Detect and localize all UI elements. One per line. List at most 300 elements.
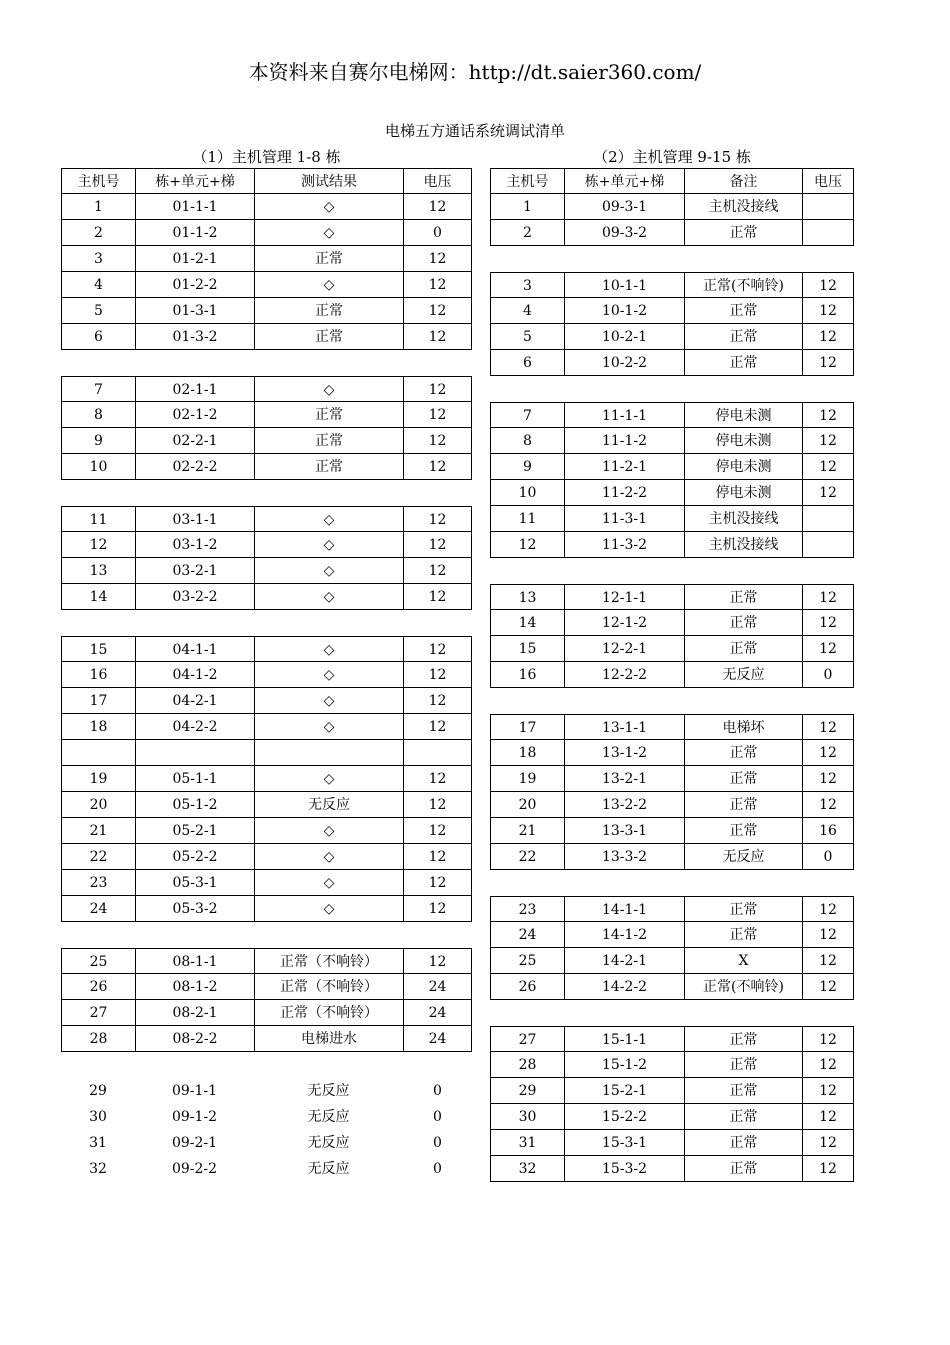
voltage-cell: 12 <box>403 402 472 428</box>
column-header: 主机号 <box>61 168 135 194</box>
host-number-cell: 6 <box>490 350 564 376</box>
result-cell: 无反应 <box>684 844 802 870</box>
result-cell: ◇ <box>254 194 403 220</box>
voltage-cell: 12 <box>802 636 854 662</box>
result-cell: 正常 <box>684 740 802 766</box>
voltage-cell: 12 <box>802 1156 854 1182</box>
building-unit-elevator-cell: 15-3-2 <box>564 1156 684 1182</box>
host-number-cell: 9 <box>490 454 564 480</box>
building-unit-elevator-cell: 09-3-1 <box>564 194 684 220</box>
voltage-cell: 12 <box>403 896 472 922</box>
building-unit-elevator-cell: 15-1-2 <box>564 1052 684 1078</box>
building-unit-elevator-cell: 05-2-2 <box>135 844 254 870</box>
host-number-cell: 30 <box>490 1104 564 1130</box>
table-row <box>490 610 854 636</box>
voltage-cell: 0 <box>433 1109 442 1125</box>
host-number-cell: 18 <box>61 714 135 740</box>
building-unit-elevator-cell: 01-3-1 <box>135 298 254 324</box>
host-number-cell: 26 <box>490 974 564 1000</box>
host-number-cell: 28 <box>61 1026 135 1052</box>
result-cell: ◇ <box>254 584 403 610</box>
table-row <box>61 844 472 870</box>
voltage-cell: 12 <box>403 818 472 844</box>
voltage-cell: 0 <box>403 220 472 246</box>
table-row <box>61 1000 472 1026</box>
voltage-cell: 12 <box>403 948 472 974</box>
building-unit-elevator-cell: 04-1-1 <box>135 636 254 662</box>
table-row <box>61 636 472 662</box>
voltage-cell: 12 <box>802 740 854 766</box>
building-unit-elevator-cell: 12-2-2 <box>564 662 684 688</box>
result-cell: 无反应 <box>307 1083 350 1099</box>
voltage-cell: 0 <box>802 844 854 870</box>
result-cell: 正常 <box>684 1078 802 1104</box>
building-unit-elevator-cell: 11-3-2 <box>564 532 684 558</box>
host-number-cell: 30 <box>89 1109 107 1125</box>
building-unit-elevator-cell: 09-3-2 <box>564 220 684 246</box>
host-number-cell: 29 <box>490 1078 564 1104</box>
host-number-cell: 4 <box>490 298 564 324</box>
host-number-cell: 10 <box>61 454 135 480</box>
table-row <box>490 1078 854 1104</box>
voltage-cell: 12 <box>802 584 854 610</box>
table-row <box>490 324 854 350</box>
result-cell: 主机没接线 <box>684 506 802 532</box>
result-cell: 正常 <box>684 610 802 636</box>
building-unit-elevator-cell: 12-2-1 <box>564 636 684 662</box>
building-unit-elevator-cell: 09-2-1 <box>171 1135 218 1151</box>
table-row <box>61 584 472 610</box>
result-cell: 正常 <box>254 428 403 454</box>
voltage-cell: 12 <box>802 272 854 298</box>
table-row <box>490 584 854 610</box>
host-number-cell: 4 <box>61 272 135 298</box>
result-cell: 正常 <box>254 454 403 480</box>
voltage-cell: 12 <box>403 636 472 662</box>
table-row <box>61 532 472 558</box>
building-unit-elevator-cell: 08-1-1 <box>135 948 254 974</box>
building-unit-elevator-cell: 12-1-2 <box>564 610 684 636</box>
building-unit-elevator-cell: 14-2-2 <box>564 974 684 1000</box>
table-row <box>61 714 472 740</box>
result-cell: 主机没接线 <box>684 194 802 220</box>
host-number-cell: 32 <box>89 1161 107 1177</box>
building-unit-elevator-cell: 13-3-1 <box>564 818 684 844</box>
building-unit-elevator-cell: 05-3-1 <box>135 870 254 896</box>
voltage-cell: 12 <box>403 766 472 792</box>
building-unit-elevator-cell: 15-2-1 <box>564 1078 684 1104</box>
building-unit-elevator-cell: 13-3-2 <box>564 844 684 870</box>
document-title: 电梯五方通话系统调试清单 <box>384 122 565 140</box>
building-unit-elevator-cell: 02-2-2 <box>135 454 254 480</box>
table-row <box>61 1104 472 1130</box>
table-row <box>490 974 854 1000</box>
host-number-cell: 11 <box>490 506 564 532</box>
building-unit-elevator-cell: 15-3-1 <box>564 1130 684 1156</box>
host-number-cell: 23 <box>490 896 564 922</box>
result-cell: ◇ <box>254 636 403 662</box>
table-row <box>61 428 472 454</box>
table-row <box>61 792 472 818</box>
building-unit-elevator-cell: 14-1-2 <box>564 922 684 948</box>
building-unit-elevator-cell: 02-1-2 <box>135 402 254 428</box>
host-number-cell: 13 <box>490 584 564 610</box>
host-number-cell: 3 <box>490 272 564 298</box>
voltage-cell: 12 <box>802 1052 854 1078</box>
host-number-cell: 12 <box>61 532 135 558</box>
table-row <box>490 1052 854 1078</box>
host-number-cell: 7 <box>61 376 135 402</box>
building-unit-elevator-cell: 13-1-2 <box>564 740 684 766</box>
building-unit-elevator-cell: 04-2-1 <box>135 688 254 714</box>
table-row <box>490 1156 854 1182</box>
building-unit-elevator-cell: 05-1-1 <box>135 766 254 792</box>
right-host-table <box>490 168 854 1182</box>
building-unit-elevator-cell: 01-1-2 <box>135 220 254 246</box>
voltage-cell: 12 <box>802 1078 854 1104</box>
table-row <box>490 636 854 662</box>
building-unit-elevator-cell: 04-2-2 <box>135 714 254 740</box>
building-unit-elevator-cell: 03-1-1 <box>135 506 254 532</box>
table-row <box>61 688 472 714</box>
host-number-cell: 1 <box>490 194 564 220</box>
voltage-cell: 24 <box>403 1000 472 1026</box>
building-unit-elevator-cell: 03-1-2 <box>135 532 254 558</box>
table-row <box>61 376 472 402</box>
host-number-cell: 3 <box>61 246 135 272</box>
building-unit-elevator-cell: 13-2-2 <box>564 792 684 818</box>
table-row <box>61 1026 472 1052</box>
column-header: 栋+单元+梯 <box>135 168 254 194</box>
host-number-cell: 29 <box>89 1083 107 1099</box>
voltage-cell: 12 <box>802 896 854 922</box>
building-unit-elevator-cell: 03-2-1 <box>135 558 254 584</box>
table-row <box>61 454 472 480</box>
table-row <box>490 350 854 376</box>
voltage-cell: 12 <box>403 454 472 480</box>
voltage-cell <box>802 194 854 220</box>
table-row <box>490 220 854 246</box>
host-number-cell: 12 <box>490 532 564 558</box>
result-cell: ◇ <box>254 766 403 792</box>
result-cell: ◇ <box>254 662 403 688</box>
building-unit-elevator-cell: 09-1-1 <box>171 1083 218 1099</box>
voltage-cell: 12 <box>802 350 854 376</box>
result-cell: ◇ <box>254 272 403 298</box>
table-row <box>61 766 472 792</box>
table-row <box>490 1104 854 1130</box>
building-unit-elevator-cell: 08-1-2 <box>135 974 254 1000</box>
building-unit-elevator-cell: 02-1-1 <box>135 376 254 402</box>
result-cell: ◇ <box>254 714 403 740</box>
host-number-cell: 13 <box>61 558 135 584</box>
host-number-cell: 17 <box>490 714 564 740</box>
host-number-cell: 20 <box>61 792 135 818</box>
building-unit-elevator-cell: 03-2-2 <box>135 584 254 610</box>
voltage-cell: 12 <box>802 1104 854 1130</box>
table-row <box>61 298 472 324</box>
result-cell: 正常 <box>684 766 802 792</box>
column-header: 电压 <box>802 168 854 194</box>
voltage-cell: 12 <box>403 688 472 714</box>
voltage-cell: 12 <box>403 584 472 610</box>
voltage-cell: 12 <box>403 376 472 402</box>
result-cell: 无反应 <box>307 1109 350 1125</box>
table-row <box>490 896 854 922</box>
host-number-cell: 31 <box>490 1130 564 1156</box>
table-row <box>61 1078 472 1104</box>
result-cell: 停电未测 <box>684 428 802 454</box>
result-cell: 正常 <box>684 584 802 610</box>
column-header: 测试结果 <box>254 168 403 194</box>
result-cell: 主机没接线 <box>684 532 802 558</box>
table-row <box>490 1130 854 1156</box>
result-cell: ◇ <box>254 818 403 844</box>
voltage-cell: 12 <box>802 298 854 324</box>
voltage-cell <box>802 532 854 558</box>
building-unit-elevator-cell: 11-3-1 <box>564 506 684 532</box>
building-unit-elevator-cell: 12-1-1 <box>564 584 684 610</box>
voltage-cell: 12 <box>403 662 472 688</box>
building-unit-elevator-cell: 15-1-1 <box>564 1026 684 1052</box>
voltage-cell: 12 <box>802 1130 854 1156</box>
building-unit-elevator-cell: 10-1-1 <box>564 272 684 298</box>
host-number-cell: 27 <box>61 1000 135 1026</box>
result-cell: 正常 <box>254 298 403 324</box>
host-number-cell: 24 <box>490 922 564 948</box>
voltage-cell: 16 <box>802 818 854 844</box>
table-row <box>490 818 854 844</box>
left-table-subtitle: （1）主机管理 1-8 栋 <box>192 148 341 166</box>
voltage-cell: 12 <box>403 324 472 350</box>
result-cell: 正常（不响铃） <box>254 1000 403 1026</box>
table-row <box>61 194 472 220</box>
result-cell: 无反应 <box>254 792 403 818</box>
result-cell: 无反应 <box>307 1135 350 1151</box>
result-cell: ◇ <box>254 870 403 896</box>
host-number-cell: 21 <box>61 818 135 844</box>
building-unit-elevator-cell: 11-2-2 <box>564 480 684 506</box>
voltage-cell: 0 <box>433 1083 442 1099</box>
voltage-cell: 12 <box>403 298 472 324</box>
result-cell: 电梯坏 <box>684 714 802 740</box>
voltage-cell: 12 <box>802 402 854 428</box>
voltage-cell: 12 <box>802 714 854 740</box>
host-number-cell: 5 <box>61 298 135 324</box>
table-row <box>490 740 854 766</box>
result-cell: 正常 <box>684 324 802 350</box>
table-row <box>490 480 854 506</box>
building-unit-elevator-cell: 11-2-1 <box>564 454 684 480</box>
voltage-cell: 12 <box>802 324 854 350</box>
host-number-cell: 21 <box>490 818 564 844</box>
result-cell: 正常 <box>254 324 403 350</box>
table-row <box>61 324 472 350</box>
table-row <box>61 402 472 428</box>
table-row <box>61 662 472 688</box>
host-number-cell: 17 <box>61 688 135 714</box>
building-unit-elevator-cell: 01-2-1 <box>135 246 254 272</box>
voltage-cell: 24 <box>403 974 472 1000</box>
column-header: 备注 <box>684 168 802 194</box>
voltage-cell: 12 <box>802 610 854 636</box>
host-number-cell: 9 <box>61 428 135 454</box>
voltage-cell: 12 <box>802 792 854 818</box>
host-number-cell: 31 <box>89 1135 107 1151</box>
result-cell: 无反应 <box>684 662 802 688</box>
building-unit-elevator-cell: 09-1-2 <box>171 1109 218 1125</box>
table-row <box>490 506 854 532</box>
result-cell: 正常 <box>684 1052 802 1078</box>
building-unit-elevator-cell: 14-1-1 <box>564 896 684 922</box>
voltage-cell: 12 <box>403 506 472 532</box>
host-number-cell: 22 <box>61 844 135 870</box>
result-cell: 正常（不响铃） <box>254 948 403 974</box>
voltage-cell: 24 <box>403 1026 472 1052</box>
host-number-cell: 25 <box>490 948 564 974</box>
table-row <box>61 818 472 844</box>
host-number-cell: 22 <box>490 844 564 870</box>
result-cell: 正常 <box>684 896 802 922</box>
result-cell: ◇ <box>254 896 403 922</box>
right-table-subtitle: （2）主机管理 9-15 栋 <box>593 148 751 166</box>
host-number-cell: 32 <box>490 1156 564 1182</box>
voltage-cell <box>802 506 854 532</box>
voltage-cell: 0 <box>433 1161 442 1177</box>
voltage-cell: 12 <box>802 454 854 480</box>
voltage-cell <box>403 740 472 766</box>
voltage-cell: 12 <box>802 766 854 792</box>
result-cell: X <box>684 948 802 974</box>
host-number-cell: 19 <box>61 766 135 792</box>
result-cell: 正常 <box>684 1104 802 1130</box>
building-unit-elevator-cell: 02-2-1 <box>135 428 254 454</box>
host-number-cell: 2 <box>61 220 135 246</box>
left-host-table <box>61 168 472 1182</box>
host-number-cell: 25 <box>61 948 135 974</box>
host-number-cell: 19 <box>490 766 564 792</box>
voltage-cell: 12 <box>403 714 472 740</box>
voltage-cell: 12 <box>802 428 854 454</box>
table-row <box>490 272 854 298</box>
table-row <box>61 974 472 1000</box>
table-row <box>61 1130 472 1156</box>
table-row <box>490 714 854 740</box>
table-row <box>490 844 854 870</box>
building-unit-elevator-cell: 01-1-1 <box>135 194 254 220</box>
building-unit-elevator-cell: 15-2-2 <box>564 1104 684 1130</box>
host-number-cell: 8 <box>490 428 564 454</box>
voltage-cell: 12 <box>802 922 854 948</box>
result-cell: 正常 <box>254 246 403 272</box>
voltage-cell: 12 <box>802 1026 854 1052</box>
table-header-row <box>61 168 472 194</box>
result-cell: 正常(不响铃) <box>684 974 802 1000</box>
result-cell: 正常 <box>684 636 802 662</box>
voltage-cell: 12 <box>802 974 854 1000</box>
voltage-cell: 12 <box>403 272 472 298</box>
column-header: 栋+单元+梯 <box>564 168 684 194</box>
host-number-cell: 7 <box>490 402 564 428</box>
building-unit-elevator-cell: 08-2-1 <box>135 1000 254 1026</box>
table-row <box>61 740 472 766</box>
host-number-cell: 28 <box>490 1052 564 1078</box>
building-unit-elevator-cell: 10-2-2 <box>564 350 684 376</box>
result-cell: 正常 <box>254 402 403 428</box>
result-cell: 停电未测 <box>684 402 802 428</box>
host-number-cell: 11 <box>61 506 135 532</box>
table-row <box>61 948 472 974</box>
building-unit-elevator-cell: 13-1-1 <box>564 714 684 740</box>
table-row <box>490 922 854 948</box>
result-cell: 正常 <box>684 298 802 324</box>
result-cell: 正常（不响铃） <box>254 974 403 1000</box>
result-cell: 正常 <box>684 350 802 376</box>
voltage-cell: 12 <box>403 246 472 272</box>
result-cell <box>254 740 403 766</box>
voltage-cell: 12 <box>802 480 854 506</box>
result-cell: ◇ <box>254 220 403 246</box>
building-unit-elevator-cell: 01-3-2 <box>135 324 254 350</box>
building-unit-elevator-cell: 09-2-2 <box>171 1161 218 1177</box>
table-row <box>490 1026 854 1052</box>
table-row <box>490 454 854 480</box>
host-number-cell: 6 <box>61 324 135 350</box>
table-row <box>490 662 854 688</box>
column-header: 电压 <box>403 168 472 194</box>
result-cell: 正常 <box>684 1156 802 1182</box>
table-row <box>61 896 472 922</box>
table-row <box>61 506 472 532</box>
building-unit-elevator-cell: 05-2-1 <box>135 818 254 844</box>
host-number-cell: 16 <box>61 662 135 688</box>
table-header-row <box>490 168 854 194</box>
table-row <box>490 792 854 818</box>
table-row <box>61 870 472 896</box>
result-cell: 正常 <box>684 922 802 948</box>
table-row <box>61 220 472 246</box>
source-header: 本资料来自赛尔电梯网：http://dt.saier360.com/ <box>248 60 702 84</box>
result-cell: ◇ <box>254 376 403 402</box>
voltage-cell: 12 <box>403 870 472 896</box>
host-number-cell: 5 <box>490 324 564 350</box>
result-cell: 正常(不响铃) <box>684 272 802 298</box>
building-unit-elevator-cell: 01-2-2 <box>135 272 254 298</box>
voltage-cell: 0 <box>802 662 854 688</box>
building-unit-elevator-cell: 05-3-2 <box>135 896 254 922</box>
voltage-cell: 12 <box>403 194 472 220</box>
voltage-cell: 12 <box>403 792 472 818</box>
result-cell: 停电未测 <box>684 454 802 480</box>
host-number-cell: 2 <box>490 220 564 246</box>
host-number-cell: 26 <box>61 974 135 1000</box>
building-unit-elevator-cell: 11-1-1 <box>564 402 684 428</box>
table-row <box>490 766 854 792</box>
building-unit-elevator-cell: 14-2-1 <box>564 948 684 974</box>
column-header: 主机号 <box>490 168 564 194</box>
building-unit-elevator-cell: 13-2-1 <box>564 766 684 792</box>
voltage-cell: 0 <box>433 1135 442 1151</box>
host-number-cell: 20 <box>490 792 564 818</box>
result-cell: 正常 <box>684 792 802 818</box>
table-row <box>490 298 854 324</box>
table-row <box>61 272 472 298</box>
host-number-cell: 18 <box>490 740 564 766</box>
table-row <box>61 246 472 272</box>
result-cell: 停电未测 <box>684 480 802 506</box>
host-number-cell: 27 <box>490 1026 564 1052</box>
voltage-cell: 12 <box>802 948 854 974</box>
